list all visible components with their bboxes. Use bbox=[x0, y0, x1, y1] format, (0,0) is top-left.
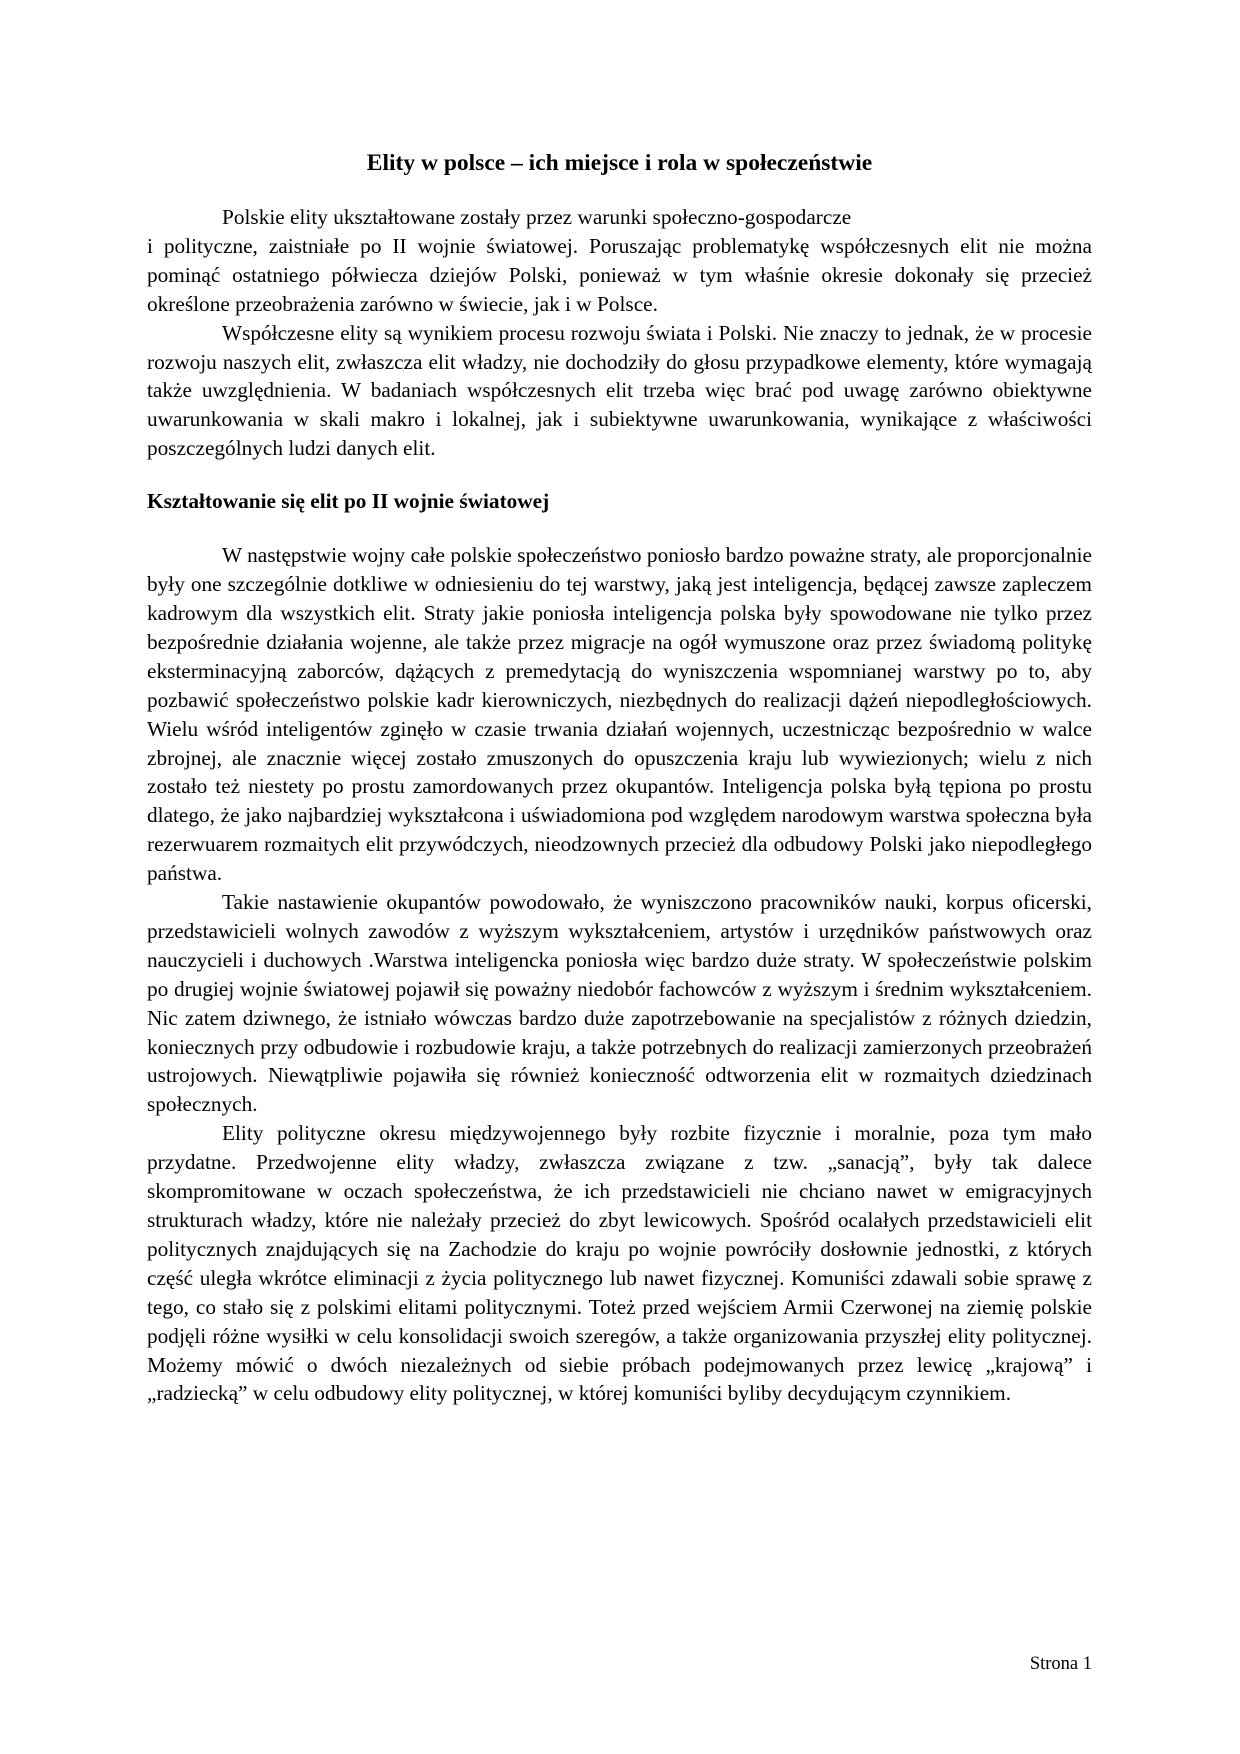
intro-paragraph-2: Współczesne elity są wynikiem procesu rozwoju świata i Polski. Nie znaczy to jednak, że w procesie rozwoju naszych elit, zwłaszcza elit władzy, nie dochodziły do głosu przypadkowe elementy, które wymagają także uwzględnienia. W badaniach współczesnych elit trzeba więc brać pod uwagę zarówno obiektywne uwarunkowania w skali makro i lokalnej, jak i subiektywne uwarunkowania, wynikające z właściwości poszczególnych ludzi danych elit. bbox=[147, 320, 1092, 461]
section-paragraph-2: Takie nastawienie okupantów powodowało, że wyniszczono pracowników nauki, korpus oficerski, przedstawicieli wolnych zawodów z wyższym wykształceniem, artystów i urzędników państwowych oraz nauczycieli i duchowych .Warstwa inteligencka poniosła więc bardzo duże straty. W społeczeństwie polskim po drugiej wojnie światowej pojawił się poważny niedobór fachowców z wyższym i średnim wykształceniem. Nic zatem dziwnego, że istniało wówczas bardzo duże zapotrzebowanie na specjalistów z różnych dziedzin, koniecznych przy odbudowie i rozbudowie kraju, a także potrzebnych do realizacji zamierzonych przeobrażeń ustrojowych. Niewątpliwie pojawiła się również konieczność odtworzenia elit w rozmaitych dziedzinach społecznych. bbox=[147, 890, 1092, 1117]
page-number: Strona 1 bbox=[1029, 1654, 1092, 1674]
document-title: Elity w polsce – ich miejsce i rola w społeczeństwie bbox=[366, 150, 873, 176]
section-paragraph-3: Elity polityczne okresu międzywojennego były rozbite fizycznie i moralnie, poza tym mało przydatne. Przedwojenne elity władzy, zwłaszcza związane z tzw. „sanacją”, były tak dalece skompromitowane w oczach społeczeństwa, że ich przedstawicieli nie chciano nawet w emigracyjnych strukturach władzy, które nie należały przecież do zbyt lewicowych. Spośród ocalałych przedstawicieli elit politycznych znajdujących się na Zachodzie do kraju po wojnie powróciły dosłownie jednostki, z których część uległa wkrótce eliminacji z życia politycznego lub nawet fizycznej. Komuniści zdawali sobie sprawę z tego, co stało się z polskimi elitami politycznymi. Toteż przed wejściem Armii Czerwonej na ziemię polskie podjęli różne wysiłki w celu konsolidacji swoich szeregów, a także organizowania przyszłej elity politycznej. Możemy mówić o dwóch niezależnych od siebie próbach podejmowanych przez lewicę „krajową” i „radziecką” w celu odbudowy elity politycznej, w której komuniści byliby decydującym czynnikiem. bbox=[147, 1121, 1092, 1406]
intro-paragraph-1-rest: i polityczne, zaistniałe po II wojnie światowej. Poruszając problematykę współczesnych elit nie można pominąć ostatniego półwiecza dziejów Polski, ponieważ w tym właśnie okresie dokonały się przecież określone przeobrażenia zarówno w świecie, jak i w Polsce. bbox=[147, 233, 1092, 316]
document-body bbox=[147, 148, 1092, 1408]
section-heading: Kształtowanie się elit po II wojnie światowej bbox=[147, 489, 550, 514]
intro-paragraph-1 bbox=[147, 203, 1092, 319]
section-paragraph-1: W następstwie wojny całe polskie społeczeństwo poniosło bardzo poważne straty, ale proporcjonalnie były one szczególnie dotkliwe w odniesieniu do tej warstwy, jaką jest inteligencja, będącej zawsze zapleczem kadrowym dla wszystkich elit. Straty jakie poniosła inteligencja polska były spowodowane nie tylko przez bezpośrednie działania wojenne, ale także przez migracje na ogół wymuszone oraz przez świadomą politykę eksterminacyjną zaborców, dążących z premedytacją do wyniszczenia wspomnianej warstwy po to, aby pozbawić społeczeństwo polskie kadr kierowniczych, niezbędnych do realizacji dążeń niepodległościowych. Wielu wśród inteligentów zginęło w czasie trwania działań wojennych, uczestnicząc bezpośrednio w walce zbrojnej, ale znacznie więcej zostało zmuszonych do opuszczenia kraju lub wywiezionych; wielu z nich zostało też niestety po prostu zamordowanych przez okupantów. Inteligencja polska byłą tępiona po prostu dlatego, że jako najbardziej wykształcona i uświadomiona pod względem narodowym warstwa społeczna była rezerwuarem rozmaitych elit przywódczych, nieodzownych przecież dla odbudowy Polski jako niepodległego państwa. bbox=[147, 543, 1092, 886]
intro-paragraph-1-first-line: Polskie elity ukształtowane zostały przez warunki społeczno-gospodarcze bbox=[222, 205, 852, 229]
